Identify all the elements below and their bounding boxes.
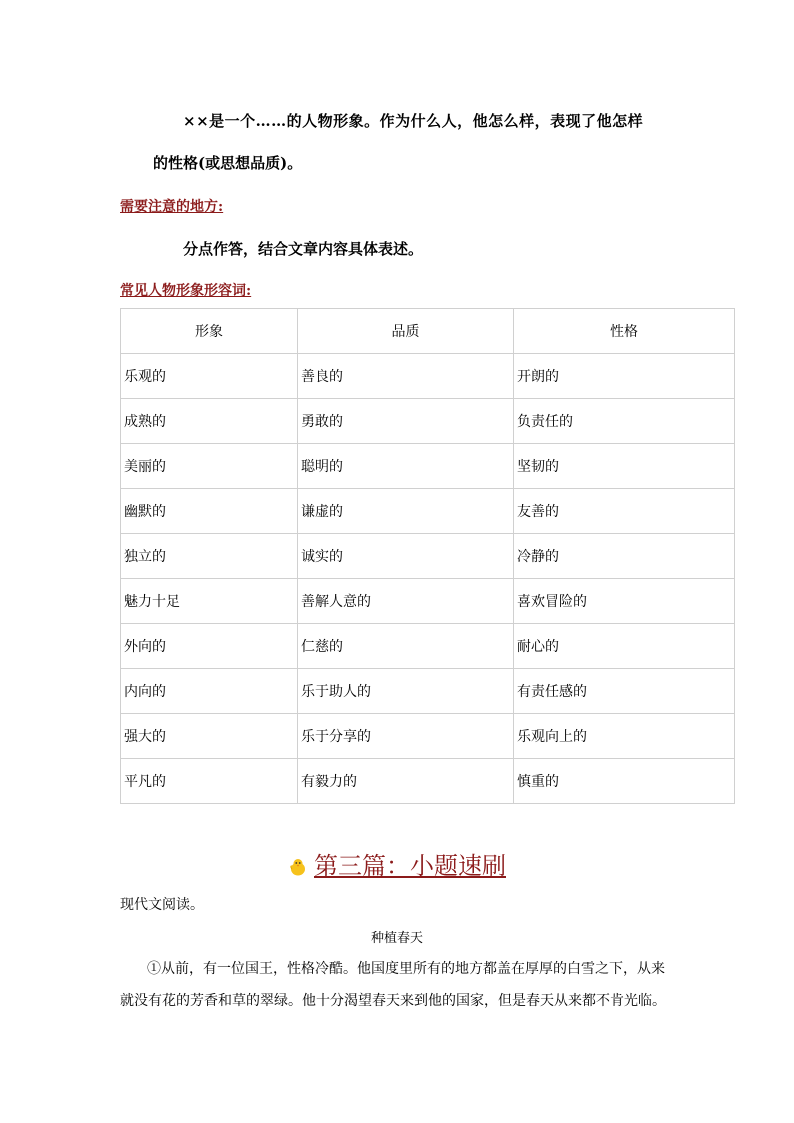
- table-cell: 美丽的: [121, 444, 298, 489]
- table-row: [121, 489, 735, 534]
- table-cell: 坚韧的: [514, 444, 735, 489]
- table-cell: 喜欢冒险的: [514, 579, 735, 624]
- table-cell: 善良的: [298, 354, 514, 399]
- table-row: [121, 534, 735, 579]
- intro-line-1: ××是一个……的人物形象。作为什么人，他怎么样，表现了他怎样: [183, 112, 644, 130]
- table-cell: 乐观的: [121, 354, 298, 399]
- table-cell: 友善的: [514, 489, 735, 534]
- table-cell: 乐于助人的: [298, 669, 514, 714]
- chick-icon: [288, 857, 308, 877]
- table-header-row: [121, 309, 735, 354]
- table-row: [121, 624, 735, 669]
- section-title-text: 第三篇：小题速刷: [314, 852, 506, 880]
- table-cell: 成熟的: [121, 399, 298, 444]
- table-cell: 善解人意的: [298, 579, 514, 624]
- table-cell: 慎重的: [514, 759, 735, 804]
- table-cell: 勇敢的: [298, 399, 514, 444]
- table-cell: 平凡的: [121, 759, 298, 804]
- story-paragraph-line-1: ①从前，有一位国王，性格冷酷。他国度里所有的地方都盖在厚厚的白雪之下，从来: [147, 961, 665, 977]
- table-cell: 仁慈的: [298, 624, 514, 669]
- table-row: [121, 579, 735, 624]
- table-row: [121, 399, 735, 444]
- notes-heading: 需要注意的地方:: [120, 199, 224, 215]
- table-row: [121, 669, 735, 714]
- intro-line-2: 的性格(或思想品质)。: [153, 154, 303, 172]
- table-header-cell: 形象: [121, 309, 298, 354]
- table-cell: 谦虚的: [298, 489, 514, 534]
- reading-label: 现代文阅读。: [120, 897, 204, 913]
- table-cell: 聪明的: [298, 444, 514, 489]
- table-cell: 负责任的: [514, 399, 735, 444]
- table-cell: 内向的: [121, 669, 298, 714]
- story-title: 种植春天: [370, 931, 423, 946]
- table-header-cell: 性格: [514, 309, 735, 354]
- table-cell: 冷静的: [514, 534, 735, 579]
- table-cell: 开朗的: [514, 354, 735, 399]
- table-header-cell: 品质: [298, 309, 514, 354]
- table-cell: 外向的: [121, 624, 298, 669]
- table-cell: 独立的: [121, 534, 298, 579]
- section-title: [0, 846, 794, 881]
- table-cell: 耐心的: [514, 624, 735, 669]
- table-cell: 强大的: [121, 714, 298, 759]
- table-cell: 乐观向上的: [514, 714, 735, 759]
- table-cell: 有责任感的: [514, 669, 735, 714]
- table-row: [121, 759, 735, 804]
- story-paragraph-line-2: 就没有花的芳香和草的翠绿。他十分渴望春天来到他的国家，但是春天从来都不肯光临。: [120, 993, 666, 1009]
- table-row: [121, 444, 735, 489]
- table-cell: 幽默的: [121, 489, 298, 534]
- adjectives-table: [120, 308, 735, 804]
- notes-text: 分点作答，结合文章内容具体表述。: [183, 240, 424, 258]
- table-cell: 乐于分享的: [298, 714, 514, 759]
- table-row: [121, 714, 735, 759]
- adjectives-heading: 常见人物形象形容词:: [120, 283, 252, 299]
- table-cell: 有毅力的: [298, 759, 514, 804]
- table-cell: 魅力十足: [121, 579, 298, 624]
- table-cell: 诚实的: [298, 534, 514, 579]
- table-row: [121, 354, 735, 399]
